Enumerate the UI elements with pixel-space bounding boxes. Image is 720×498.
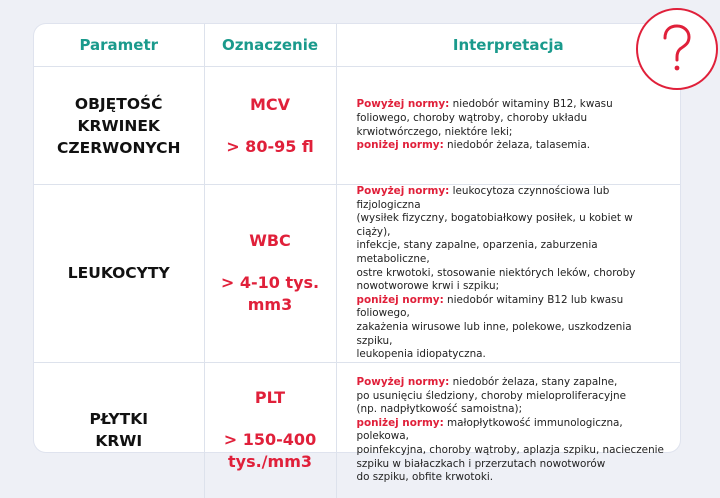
question-mark-icon	[657, 23, 697, 75]
below-norm-label: poniżej normy:	[356, 293, 444, 306]
above-norm-label: Powyżej normy:	[356, 98, 450, 111]
header-parametr: Parametr	[34, 24, 204, 67]
param-abbreviation: PLT	[254, 388, 286, 408]
param-abbreviation: MCV	[249, 94, 291, 114]
above-norm-text: niedobór witaminy B12, kwasu foliowego, choroby wątroby, choroby układu krwiotwórczego, niektóre leki;	[356, 98, 613, 138]
table-row	[34, 362, 680, 498]
param-code-cell	[204, 185, 336, 363]
param-abbreviation: WBC	[249, 231, 291, 251]
param-name: LEUKOCYTY	[34, 185, 204, 363]
param-range: > 80-95 fl	[226, 136, 314, 156]
below-norm-label: poniżej normy:	[356, 139, 444, 152]
below-norm-text: niedobór witaminy B12 lub kwasu foliowego, zakażenia wirusowe lub inne, polekowe, uszkodzenia szpiku, leukopenia idiopatyczna.	[356, 293, 632, 361]
param-range: > 4-10 tys. mm3	[220, 273, 320, 315]
interpretation-cell	[336, 67, 680, 185]
below-norm-label: poniżej normy:	[356, 416, 444, 429]
table-row	[34, 185, 680, 363]
interpretation-cell	[336, 185, 680, 363]
table-header-row	[34, 24, 680, 67]
param-name: PŁYTKI KRWI	[34, 362, 204, 498]
table-row	[34, 67, 680, 185]
above-norm-label: Powyżej normy:	[356, 376, 450, 389]
above-norm-label: Powyżej normy:	[356, 185, 450, 197]
param-code-cell	[204, 362, 336, 498]
parameters-table-card	[34, 24, 680, 484]
header-oznaczenie: Oznaczenie	[204, 24, 336, 67]
param-name: OBJĘTOŚĆ KRWINEK CZERWONYCH	[34, 67, 204, 185]
below-norm-text: małopłytkowość immunologiczna, polekowa, poinfekcyjna, choroby wątroby, aplazja szpiku, nacieczenie szpiku w białaczkach i przerzutach nowotworów do szpiku, obfite krwotoki.	[356, 416, 664, 484]
param-code-cell	[204, 67, 336, 185]
interpretation-cell	[336, 362, 680, 498]
below-norm-text: niedobór żelaza, talasemia.	[443, 139, 591, 152]
above-norm-text: niedobór żelaza, stany zapalne, po usunięciu śledziony, choroby mieloproliferacyjne (np. nadpłytkowość samoistna);	[356, 376, 626, 416]
param-range: > 150-400 tys./mm3	[223, 430, 317, 472]
above-norm-text: leukocytoza czynnościowa lub fizjologiczna (wysiłek fizyczny, bogatobiałkowy posiłek, u kobiet w ciąży), infekcje, stany zapalne, oparzenia, zaburzenia metaboliczne, ostre krwotoki, stosowanie niektórych leków, choroby nowotworowe krwi i szpiku;	[356, 185, 636, 293]
header-interpretacja: Interpretacja	[336, 24, 680, 67]
blood-parameters-table	[34, 24, 680, 498]
question-badge	[636, 8, 718, 90]
